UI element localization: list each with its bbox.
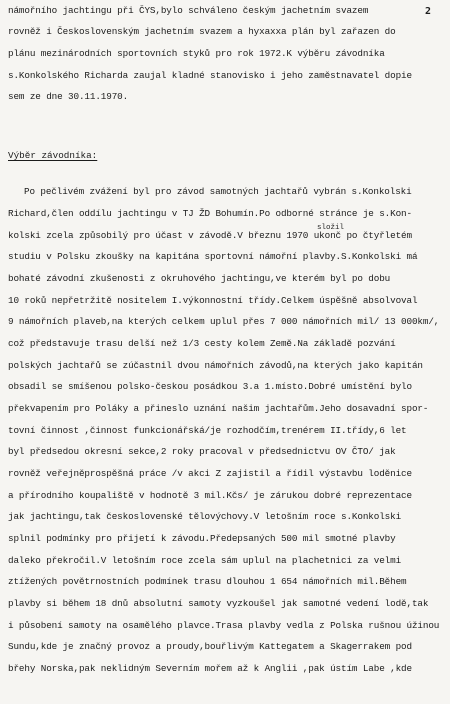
text-line: Richard,člen oddílu jachtingu v TJ ŽD Bohumín.Po odborné stránce je s.Kon- <box>8 208 412 219</box>
text-line: ztížených povětrnostních podmínek trasu dlouhou 1 654 námořních mil.Během <box>8 576 407 587</box>
text-line: břehy Norska,pak neklidným Severním mořem až k Anglii ,pak ústím Labe ,kde <box>8 663 412 674</box>
text-line: obsadil se smíšenou polsko-českou posádkou 3.a 1.místo.Dobré umístění bylo <box>8 381 412 392</box>
text-line: daleko překročil.V letošním roce zcela sám uplul na plachetnici za velmi <box>8 555 402 566</box>
text-line: studiu v Polsku zkoušky na kapitána sportovní námořní plavby.S.Konkolski má <box>8 251 418 262</box>
text-line: a přírodního koupaliště v hodnotě 3 mil.Kčs/ je zárukou dobré reprezentace <box>8 490 412 501</box>
text-line: 10 roků nepřetržitě nositelem I.výkonnostní třídy.Celkem úspěšně absolvoval <box>8 295 418 306</box>
text-line: s.Konkolského Richarda zaujal kladné stanovisko i jeho zaměstnavatel dopie <box>8 70 412 81</box>
text-line: jak jachtingu,tak československé tělovýchovy.V letošním roce s.Konkolski <box>8 511 402 522</box>
section-heading: Výběr závodníka: <box>8 150 98 161</box>
text-line: plánu mezinárodních sportovních styků pro rok 1972.K výběru závodníka <box>8 48 385 59</box>
page-number: 2 <box>425 6 432 17</box>
handwritten-overwrite: složil <box>317 224 345 232</box>
text-line: rovněž i Československým jachetním svazem a hyxaxxa plán byl zařazen do <box>8 26 396 37</box>
text-line: Sundu,kde je značný provoz a proudy,bouřlivým Kattegatem a Skagerrakem pod <box>8 641 412 652</box>
text-line: plavby si během 18 dnů absolutní samoty vyzkoušel jak samotné vedení lodě,tak <box>8 598 429 609</box>
text-line: tovní činnost ,činnost funkcionářská/je rozhodčím,trenérem II.třídy,6 let <box>8 425 407 436</box>
text-line: byl předsedou okresní sekce,2 roky pracoval v předsednictvu OV ČTO/ jak <box>8 446 396 457</box>
text-line: což představuje trasu delší než 1/3 cesty kolem Země.Na základě pozvání <box>8 338 396 349</box>
text-line: rovněž veřejněprospěšná práce /v akci Z zajistil a řídil výstavbu loděnice <box>8 468 412 479</box>
text-line: překvapením pro Poláky a přineslo uznání našim jachtařům.Jeho dosavadní spor- <box>8 403 429 414</box>
text-line: i působení samoty na osamělého plavce.Trasa plavby vedla z Polska rušnou úžinou <box>8 620 440 631</box>
text-line: sem ze dne 30.11.1970. <box>8 91 129 102</box>
text-line: splnil podmínky pro přijetí k závodu.Předepsaných 500 mil smotné plavby <box>8 533 396 544</box>
text-line: polských jachtařů se zúčastnil dvou námořních závodů,na kterých jako kapitán <box>8 360 423 371</box>
text-line: bohaté závodní zkušenosti z okruhového jachtingu,ve kterém byl po dobu <box>8 273 391 284</box>
text-line: Po pečlivém zvážení byl pro závod samotných jachtařů vybrán s.Konkolski <box>24 186 412 197</box>
text-line: 9 námořních plaveb,na kterých celkem uplul přes 7 000 námořních mil/ 13 000km/, <box>8 316 440 327</box>
text-line: námořního jachtingu při ČYS,bylo schváleno českým jachetním svazem <box>8 5 369 16</box>
text-line: kolski zcela způsobilý pro účast v závodě.V březnu 1970 ukonč po čtyřletém <box>8 230 412 241</box>
